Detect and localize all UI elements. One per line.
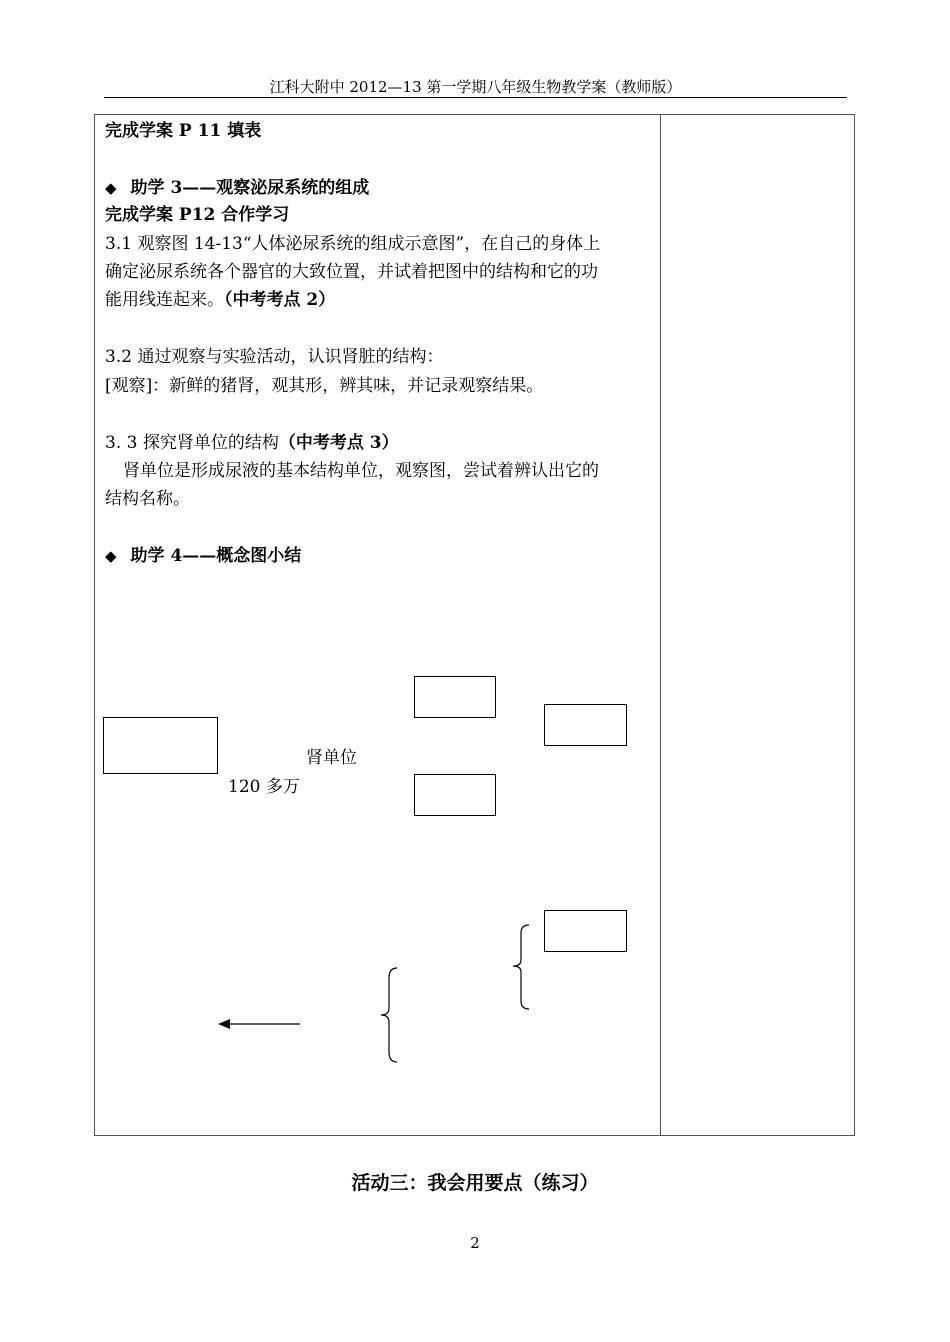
paragraph-3-3-line-2: 肾单位是形成尿液的基本结构单位，观察图，尝试着辨认出它的	[123, 461, 599, 481]
section-4-title: 助学 4——概念图小结	[130, 546, 302, 566]
activity-title: 活动三：我会用要点（练习）	[351, 1172, 599, 1194]
paragraph-3-3-text: 3. 3 探究肾单位的结构	[105, 433, 279, 453]
diamond-bullet-icon: ◆	[105, 547, 117, 565]
paragraph-3-3-line-3: 结构名称。	[105, 489, 190, 509]
section-3-title: 助学 3——观察泌尿系统的组成	[130, 178, 370, 198]
label-nephron-count: 120 多万	[228, 777, 300, 797]
page-header: 江科大附中 2012—13 第一学期八年级生物教学案（教师版）	[269, 78, 682, 96]
exam-point-2: （中考考点 2）	[224, 290, 336, 310]
paragraph-3-1-line-2: 确定泌尿系统各个器官的大致位置，并试着把图中的结构和它的功	[105, 262, 598, 282]
exam-point-3: （中考考点 3）	[278, 433, 399, 453]
page-number: 2	[470, 1234, 480, 1252]
paragraph-3-2-line-2: [观察]：新鲜的猪肾，观其形，辨其味，并记录观察结果。	[105, 376, 544, 396]
curly-brace-small	[513, 925, 529, 1009]
diamond-bullet-icon: ◆	[105, 179, 117, 197]
arrow-head-icon	[218, 1019, 230, 1029]
paragraph-3-1-text: 能用线连起来。	[105, 290, 224, 310]
fill-table-instruction: 完成学案 P 11 填表	[105, 121, 262, 141]
section-3-subtitle: 完成学案 P12 合作学习	[105, 205, 290, 225]
curly-brace-large	[381, 968, 397, 1062]
paragraph-3-1-line-1: 3.1 观察图 14-13“人体泌尿系统的组成示意图”，在自己的身体上	[105, 234, 601, 254]
label-nephron: 肾单位	[306, 748, 357, 768]
paragraph-3-2-line-1: 3.2 通过观察与实验活动，认识肾脏的结构：	[105, 347, 444, 367]
